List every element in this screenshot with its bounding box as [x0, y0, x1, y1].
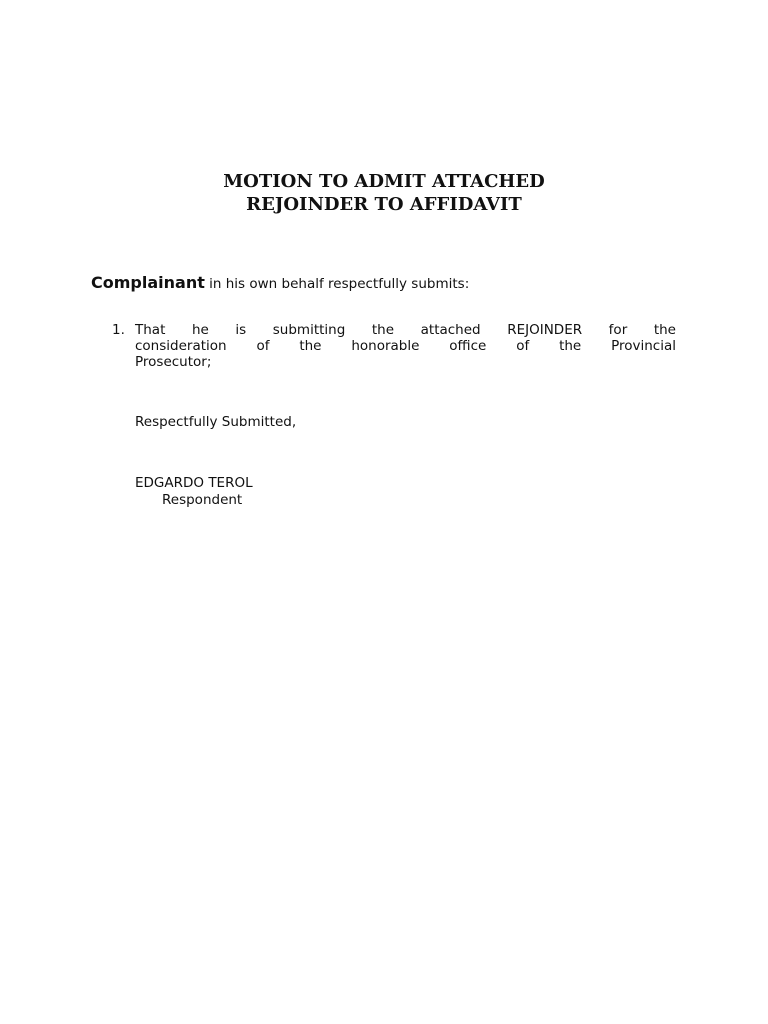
signer-role: Respondent	[162, 492, 243, 508]
party-label: Complainant	[91, 273, 205, 292]
item-number: 1.	[112, 322, 125, 338]
document-title-line-2: REJOINDER TO AFFIDAVIT	[246, 194, 522, 215]
item-text	[135, 322, 676, 370]
intro-text: in his own behalf respectfully submits:	[204, 276, 470, 292]
document-title-line-1: MOTION TO ADMIT ATTACHED	[223, 171, 545, 192]
item-text-line: consideration of the honorable office of the Provincial	[135, 338, 676, 354]
intro-paragraph	[91, 272, 469, 295]
closing-line: Respectfully Submitted,	[135, 414, 297, 430]
item-text-line: That he is submitting the attached REJOINDER for the	[135, 322, 676, 338]
item-text-line: Prosecutor;	[135, 354, 212, 370]
signer-name: EDGARDO TEROL	[135, 475, 253, 491]
